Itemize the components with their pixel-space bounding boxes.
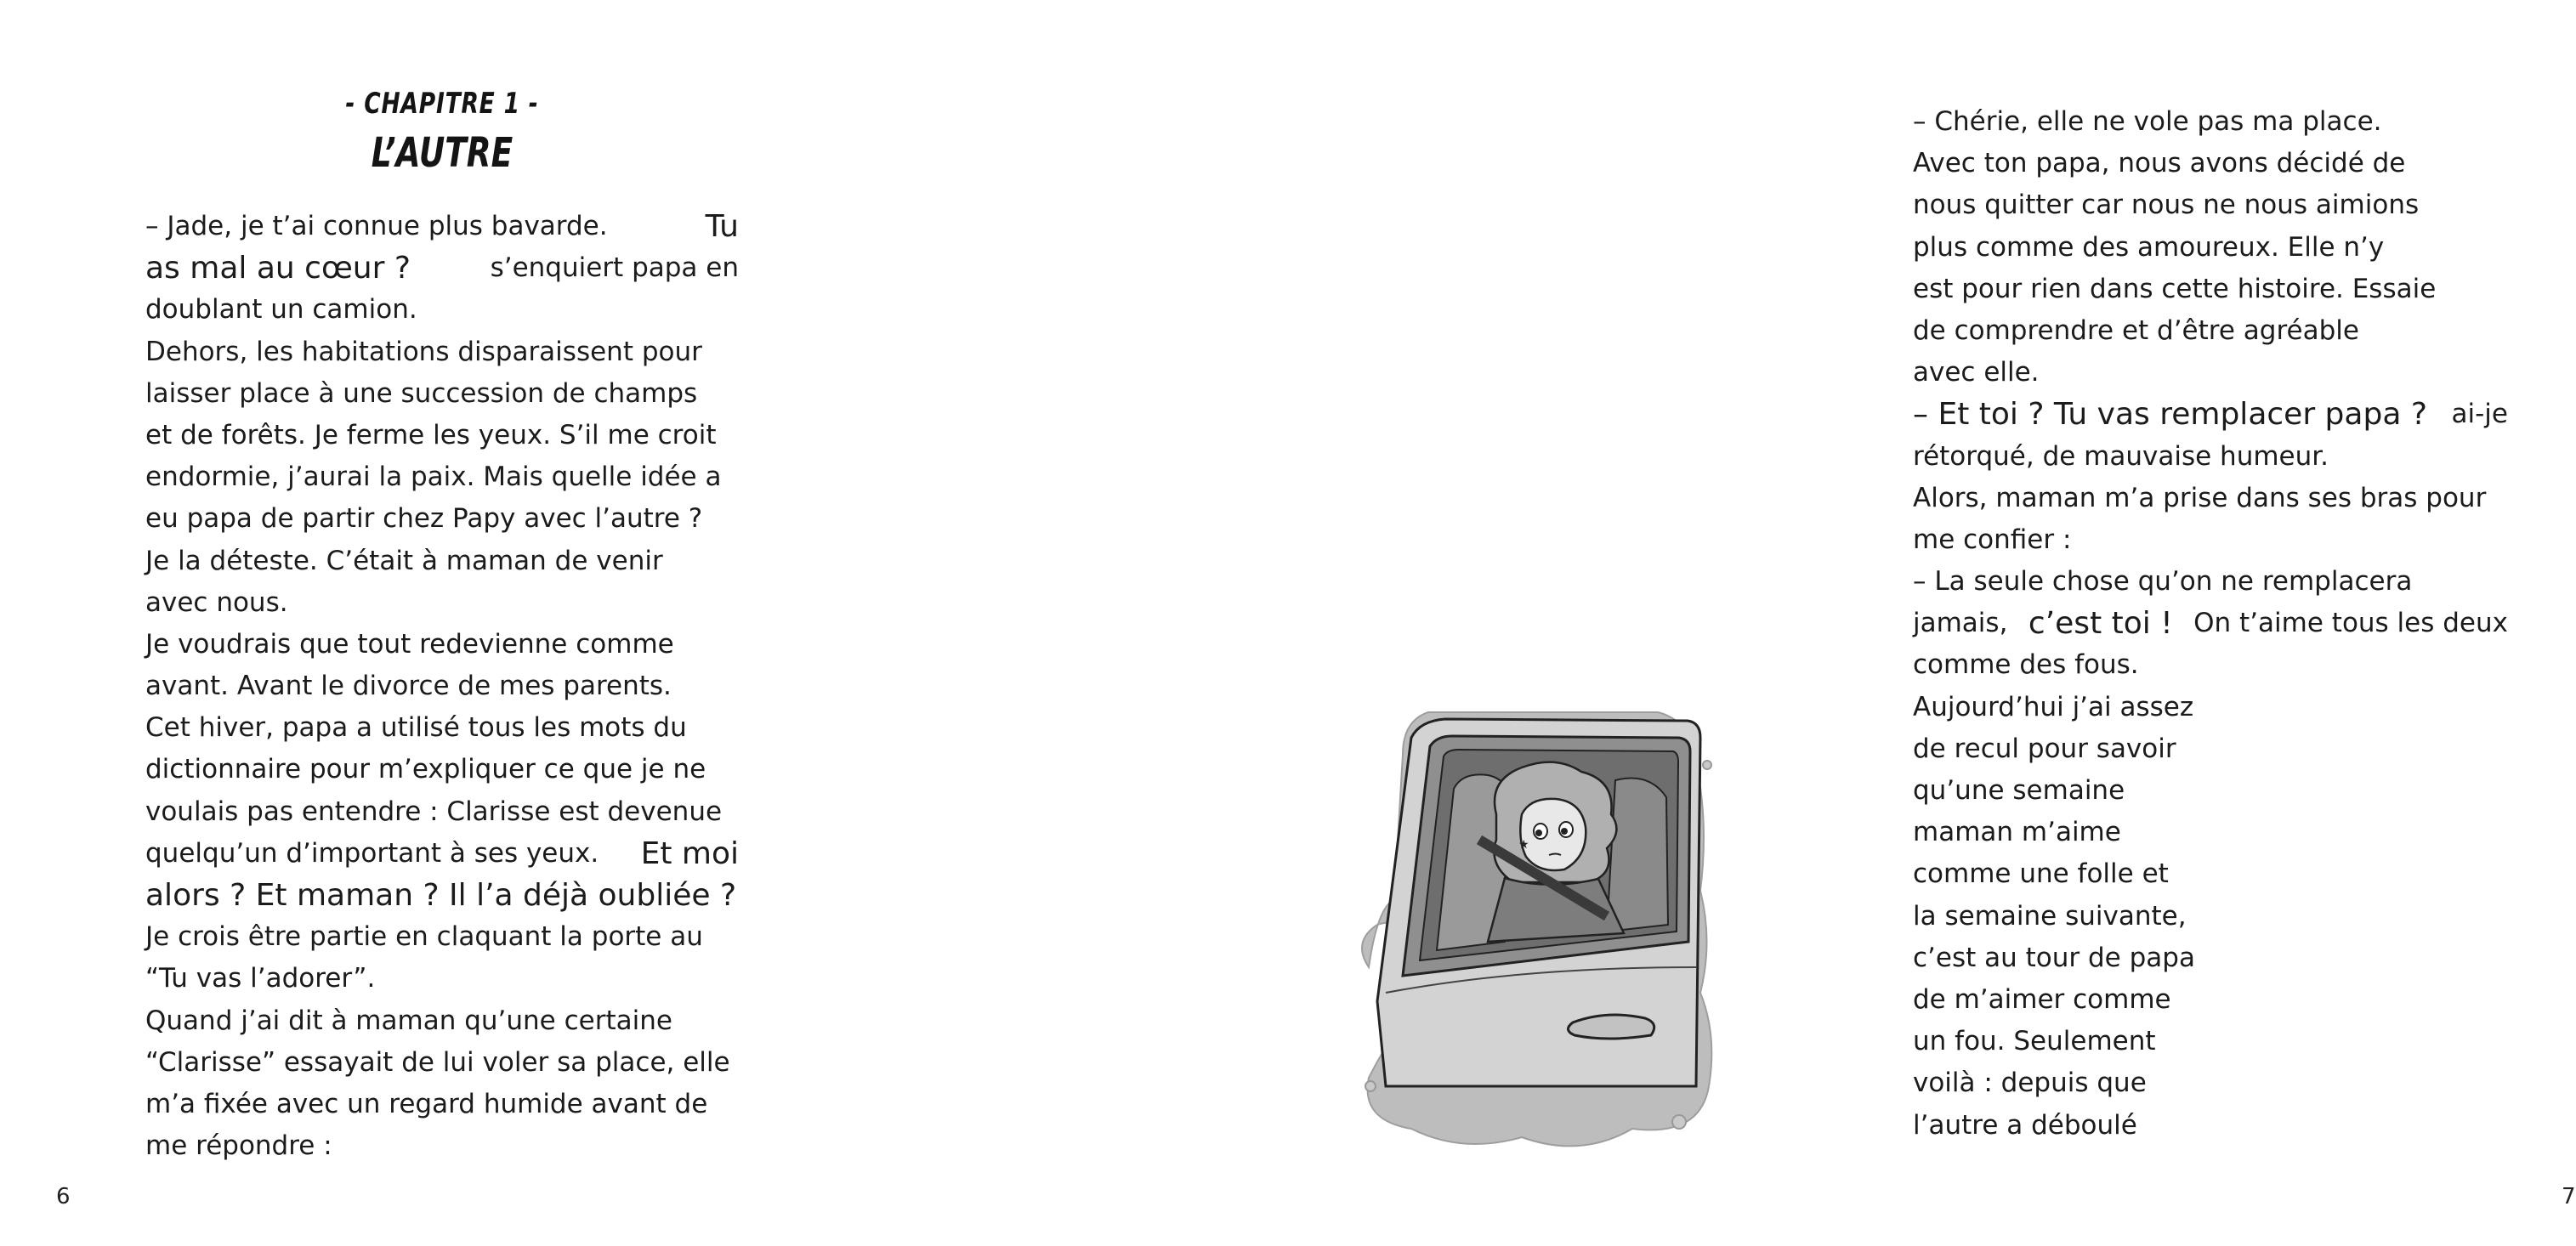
text-line: avec nous.: [145, 586, 288, 618]
cloud-dot: [1672, 1115, 1686, 1129]
text-line: [145, 247, 739, 289]
text-line: eu papa de partir chez Papy avec l’autre ?: [145, 503, 703, 535]
text-line: comme une folle et: [1913, 858, 2169, 890]
page-number-left: 6: [56, 1184, 71, 1209]
girl-face: [1520, 799, 1586, 870]
text-line: Alors, maman m’a prise dans ses bras pour: [1913, 482, 2487, 513]
text-segment: s’enquiert papa en: [490, 252, 739, 284]
text-line: comme des fous.: [1913, 649, 2139, 681]
text-line: Je crois être partie en claquant la porte au: [145, 921, 703, 953]
text-segment: – Jade, je t’ai connue plus bavarde.: [145, 211, 608, 241]
car-seat-right: [1607, 779, 1668, 932]
text-line: de m’aimer comme: [1913, 983, 2171, 1015]
text-line: et de forêts. Je ferme les yeux. S’il me croit: [145, 419, 717, 450]
text-line: Dehors, les habitations disparaissent pour: [145, 336, 702, 367]
text-line: voilà : depuis que: [1913, 1068, 2147, 1099]
text-line: endormie, j’aurai la paix. Mais quelle idée a: [145, 462, 722, 493]
text-segment: On t’aime tous les deux: [2193, 608, 2508, 639]
text-line: me répondre :: [145, 1130, 332, 1162]
text-segment: Tu: [705, 209, 739, 244]
star-earring-icon: ★: [1518, 838, 1529, 852]
text-line: la semaine suivante,: [1913, 900, 2187, 932]
left-page-text: [145, 206, 739, 1167]
text-line: laisser place à une succession de champs: [145, 377, 698, 409]
text-line: Je la déteste. C’était à maman de venir: [145, 545, 663, 576]
right-page-text: [1913, 101, 2508, 1147]
text-segment: as mal au cœur ?: [145, 251, 411, 286]
text-line: – Chérie, elle ne vole pas ma place.: [1913, 106, 2382, 137]
text-line: “Tu vas l’adorer”.: [145, 963, 376, 994]
text-line: qu’une semaine: [1913, 775, 2125, 806]
car-window-illustration: [1352, 687, 1717, 1163]
text-line: [1913, 603, 2508, 644]
text-segment: quelqu’un d’important à ses yeux.: [145, 837, 599, 869]
left-page: [0, 0, 880, 1246]
text-line: c’est au tour de papa: [1913, 942, 2195, 973]
text-segment: jamais,: [1913, 608, 2008, 639]
text-segment: Et moi: [640, 835, 739, 871]
text-segment: ai-je: [2451, 399, 2508, 430]
text-line: me confier :: [1913, 524, 2072, 555]
text-line: dictionnaire pour m’expliquer ce que je ne: [145, 754, 706, 785]
text-line: alors ? Et maman ? Il l’a déjà oubliée ?: [145, 878, 737, 913]
text-line: [145, 833, 739, 875]
text-line: maman m’aime: [1913, 817, 2121, 848]
text-line: plus comme des amoureux. Elle n’y: [1913, 231, 2385, 263]
text-line: rétorqué, de mauvaise humeur.: [1913, 440, 2329, 472]
chapter-title: L’AUTRE: [371, 129, 513, 177]
text-line: Aujourd’hui j’ai assez: [1913, 691, 2194, 722]
text-line: est pour rien dans cette histoire. Essaie: [1913, 273, 2437, 304]
text-line: – La seule chose qu’on ne remplacera: [1913, 566, 2413, 598]
text-line: Cet hiver, papa a utilisé tous les mots du: [145, 712, 687, 744]
text-line: doublant un camion.: [145, 294, 417, 326]
page-number-right: 7: [2562, 1184, 2576, 1209]
cloud-dot: [1703, 761, 1711, 769]
text-line: voulais pas entendre : Clarisse est devenue: [145, 796, 723, 827]
text-segment: c’est toi !: [2028, 606, 2173, 642]
text-line: nous quitter car nous ne nous aimions: [1913, 190, 2420, 221]
text-line: de comprendre et d’être agréable: [1913, 314, 2359, 346]
text-line: m’a fixée avec un regard humide avant de: [145, 1088, 708, 1119]
text-line: “Clarisse” essayait de lui voler sa place, elle: [145, 1046, 730, 1078]
text-line: avant. Avant le divorce de mes parents.: [145, 671, 672, 702]
girl-pupil: [1561, 828, 1568, 835]
chapter-number: - CHAPITRE 1 -: [345, 87, 539, 121]
text-line: Je voudrais que tout redevienne comme: [145, 628, 674, 660]
cloud-dot: [1365, 1081, 1376, 1091]
text-line: [145, 206, 739, 247]
text-line: Quand j’ai dit à maman qu’une certaine: [145, 1005, 672, 1036]
girl-pupil: [1535, 830, 1542, 836]
text-line: de recul pour savoir: [1913, 733, 2176, 764]
text-line: l’autre a déboulé: [1913, 1109, 2137, 1141]
chapter-heading: [145, 82, 740, 178]
text-line: un fou. Seulement: [1913, 1026, 2156, 1057]
text-line: Avec ton papa, nous avons décidé de: [1913, 148, 2406, 179]
text-line: avec elle.: [1913, 357, 2040, 388]
text-line: [1913, 394, 2508, 435]
text-segment: – Et toi ? Tu vas remplacer papa ?: [1913, 397, 2427, 433]
